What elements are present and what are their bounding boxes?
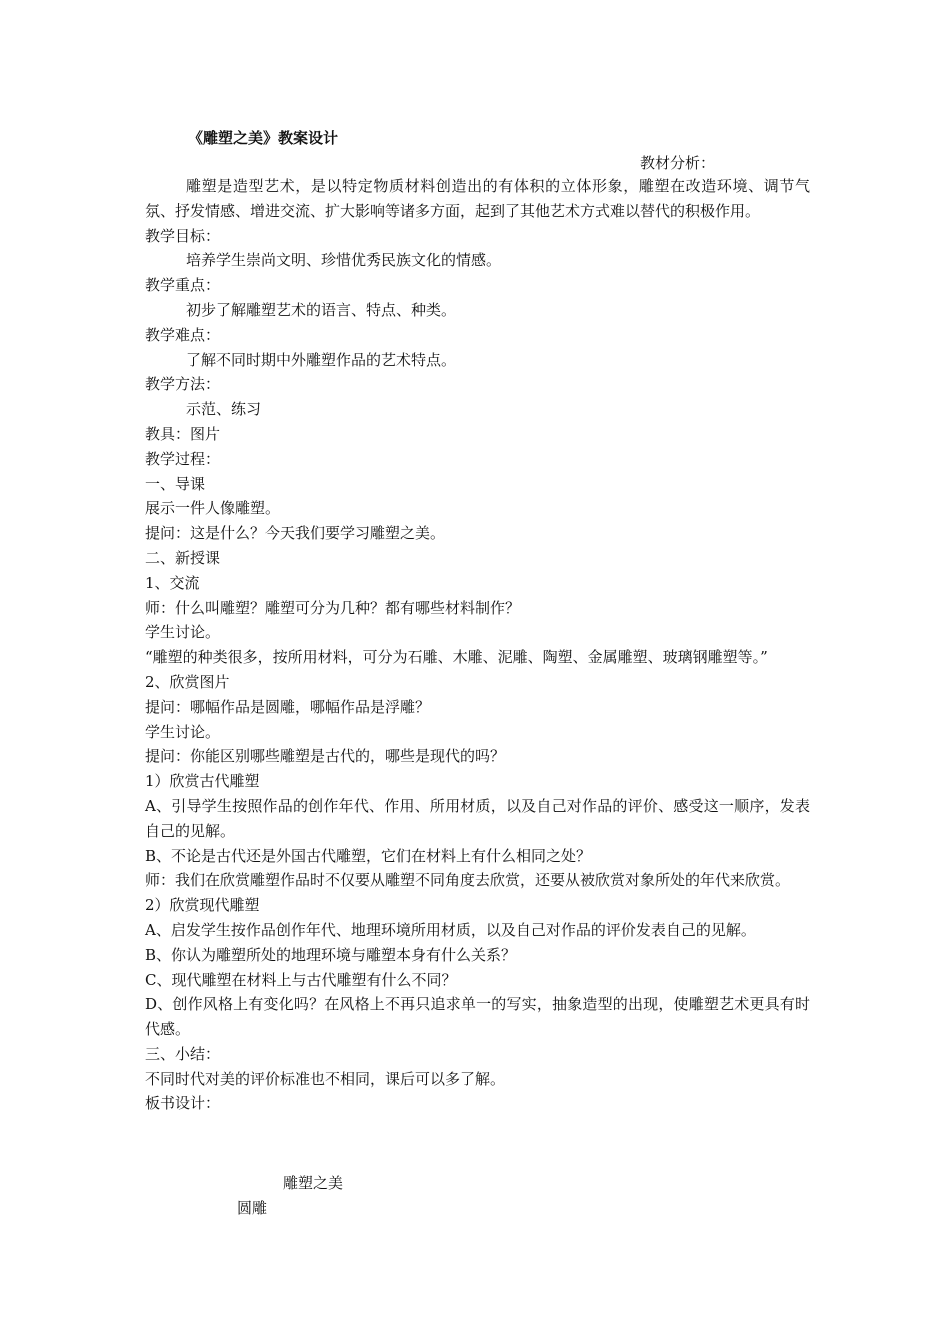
paragraph-goals: 培养学生崇尚文明、珍惜优秀民族文化的情感。 (186, 251, 502, 270)
section-label-methods: 教学方法： (145, 375, 221, 394)
board-item: 圆雕 (237, 1199, 268, 1217)
heading-exchange: 1、交流 (145, 573, 200, 592)
heading-new-lesson: 二、新授课 (145, 548, 221, 567)
board-title: 雕塑之美 (283, 1174, 344, 1192)
heading-appreciate-pictures: 2、欣赏图片 (145, 672, 230, 691)
paragraph-line: 不同时代对美的评价标准也不相同，课后可以多了解。 (145, 1069, 506, 1088)
paragraph-line: 师：我们在欣赏雕塑作品时不仅要从雕塑不同角度去欣赏，还要从被欣赏对象所处的年代来欣赏。 (145, 871, 791, 890)
paragraph-line: A、启发学生按作品创作年代、地理环境所用材质，以及自己对作品的评价发表自己的见解。 (145, 920, 756, 939)
paragraph-quote: “雕塑的种类很多，按所用材料，可分为石雕、木雕、泥雕、陶塑、金属雕塑、玻璃钢雕塑等。” (145, 648, 768, 667)
section-label-goals: 教学目标： (145, 226, 221, 245)
heading-summary: 三、小结： (145, 1044, 221, 1063)
paragraph-line: C、现代雕塑在材料上与古代雕塑有什么不同？ (145, 970, 457, 989)
paragraph-line: 师：什么叫雕塑？雕塑可分为几种？都有哪些材料制作？ (145, 598, 521, 617)
paragraph-intro: 雕塑是造型艺术，是以特定物质材料创造出的有体积的立体形象，雕塑在改造环境、调节气氛、抒发情感、增进交流、扩大影响等诸多方面，起到了其他艺术方式难以替代的积极作用。 (145, 177, 810, 220)
paragraph-line: 提问：哪幅作品是圆雕，哪幅作品是浮雕？ (145, 697, 431, 716)
paragraph-difficulties: 了解不同时期中外雕塑作品的艺术特点。 (186, 350, 457, 369)
section-label-process: 教学过程： (145, 449, 221, 468)
heading-ancient-sculpture: 1）欣赏古代雕塑 (145, 772, 260, 791)
paragraph-line: D、创作风格上有变化吗？在风格上不再只追求单一的写实，抽象造型的出现，使雕塑艺术更具有时代感。 (145, 995, 810, 1039)
paragraph-line: B、不论是古代还是外国古代雕塑，它们在材料上有什么相同之处？ (145, 846, 592, 865)
heading-board-design: 板书设计： (145, 1094, 221, 1113)
paragraph-line: 提问：你能区别哪些雕塑是古代的，哪些是现代的吗？ (145, 747, 506, 766)
heading-intro-lesson: 一、导课 (145, 474, 206, 493)
paragraph-line: 学生讨论。 (145, 623, 221, 642)
paragraph-key-points: 初步了解雕塑艺术的语言、特点、种类。 (186, 300, 457, 319)
section-label-difficulties: 教学难点： (145, 325, 221, 344)
paragraph-line: B、你认为雕塑所处的地理环境与雕塑本身有什么关系？ (145, 945, 517, 964)
paragraph-line: A、引导学生按照作品的创作年代、作用、所用材质，以及自己对作品的评价、感受这一顺序，发表自己的见解。 (145, 796, 810, 840)
document-title: 《雕塑之美》教案设计 (188, 129, 339, 147)
paragraph-line: 展示一件人像雕塑。 (145, 499, 281, 518)
document-body (145, 174, 810, 1116)
heading-modern-sculpture: 2）欣赏现代雕塑 (145, 896, 260, 915)
section-label-key-points: 教学重点： (145, 276, 221, 295)
paragraph-line: 提问：这是什么？今天我们要学习雕塑之美。 (145, 524, 446, 543)
paragraph-line: 学生讨论。 (145, 722, 221, 741)
paragraph-tools: 教具：图片 (145, 424, 221, 443)
paragraph-methods: 示范、练习 (186, 400, 262, 419)
section-label-analysis: 教材分析： (640, 154, 716, 172)
